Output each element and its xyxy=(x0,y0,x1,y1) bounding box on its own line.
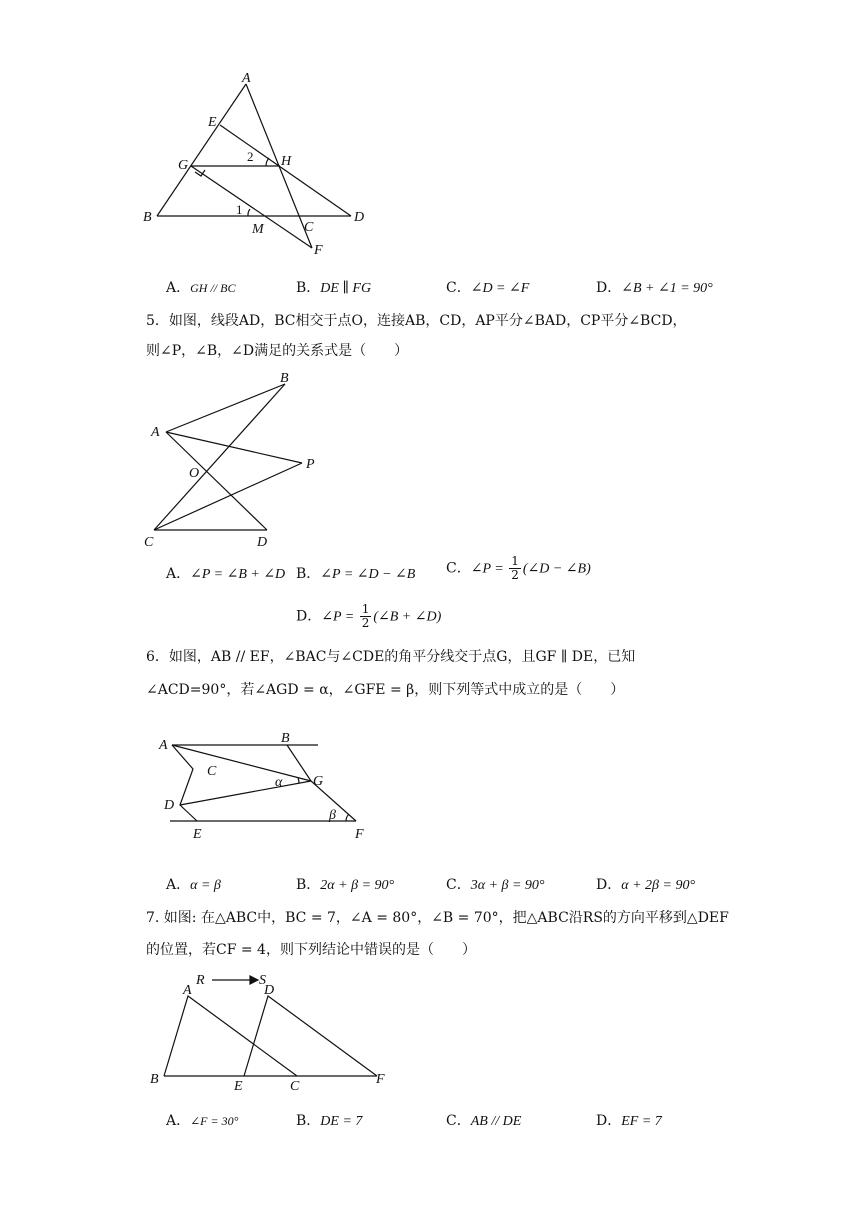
label-A: A xyxy=(159,738,168,753)
q6-option-c[interactable]: C．3α + β = 90° xyxy=(446,877,545,893)
label-D: D xyxy=(264,983,275,998)
q6-stem-line2: ∠ACD=90°，若∠AGD = α，∠GFE = β，则下列等式中成立的是（ ） xyxy=(146,682,625,698)
angle-beta-arc xyxy=(346,814,349,821)
q6-figure xyxy=(150,725,390,850)
polyline-ACDE xyxy=(172,745,197,821)
q7-figure xyxy=(140,966,400,1090)
label-A: A xyxy=(242,71,251,86)
angle-alpha-arc xyxy=(298,778,299,783)
label-F: F xyxy=(314,243,323,258)
label-E: E xyxy=(234,1079,243,1090)
q6-option-a[interactable]: A．α = β xyxy=(166,877,221,893)
q6-option-b[interactable]: B．2α + β = 90° xyxy=(296,877,395,893)
label-A: A xyxy=(183,983,192,998)
angle-2-arc xyxy=(266,158,269,166)
label-angle-1: 1 xyxy=(236,202,243,217)
angle-1-arc xyxy=(248,209,250,216)
line-AP xyxy=(166,432,302,463)
label-E: E xyxy=(208,115,217,130)
label-C: C xyxy=(304,220,314,235)
q5-stem-line1: 5．如图，线段AD，BC相交于点O，连接AB，CD，AP平分∠BAD，CP平分∠BCD， xyxy=(146,313,687,329)
q5-option-b[interactable]: B．∠P = ∠D − ∠B xyxy=(296,566,416,582)
q7-option-c[interactable]: C．AB // DE xyxy=(446,1113,522,1129)
q5-option-a[interactable]: A．∠P = ∠B + ∠D xyxy=(166,566,286,582)
label-D: D xyxy=(354,210,365,225)
fraction-half: $\frac{1}{2}$ xyxy=(361,602,370,630)
q7-option-b[interactable]: B．DE = 7 xyxy=(296,1113,363,1129)
label-C: C xyxy=(207,764,217,779)
label-H: H xyxy=(281,154,292,169)
q6-option-d[interactable]: D．α + 2β = 90° xyxy=(596,877,696,893)
fraction-half: $\frac{1}{2}$ xyxy=(511,554,519,582)
label-G: G xyxy=(313,774,324,789)
label-E: E xyxy=(193,827,202,842)
label-F: F xyxy=(355,827,364,842)
q4-option-a[interactable]: A．GH // BC xyxy=(166,280,236,296)
label-C: C xyxy=(144,535,154,550)
q4-option-c[interactable]: C．∠D = ∠F xyxy=(446,280,530,296)
triangle-ABC xyxy=(164,996,297,1076)
label-P: P xyxy=(306,457,315,472)
label-S: S xyxy=(259,973,266,988)
line-BC xyxy=(154,384,285,530)
label-G: G xyxy=(178,158,189,173)
triangle-DEF xyxy=(244,996,377,1076)
line-DG xyxy=(180,781,311,805)
q5-figure xyxy=(140,366,340,552)
label-O: O xyxy=(189,466,200,481)
q7-option-d[interactable]: D．EF = 7 xyxy=(596,1113,662,1129)
label-F: F xyxy=(376,1072,385,1087)
label-alpha: α xyxy=(275,775,283,790)
q5-option-d[interactable]: D．∠P = $\frac{1}{2}$ (∠B + ∠D) xyxy=(296,602,442,630)
line-AB xyxy=(166,384,285,432)
line-CP xyxy=(154,463,302,530)
arrow-head-icon xyxy=(250,976,258,984)
q7-stem-line1: 7. 如图: 在△ABC中，BC = 7，∠A = 80°，∠B = 70°，把△ABC沿RS的方向平移到△DEF xyxy=(146,910,729,926)
label-B: B xyxy=(143,210,152,225)
q4-option-b[interactable]: B．DE ∥ FG xyxy=(296,280,372,296)
q5-stem-line2: 则∠P，∠B，∠D满足的关系式是（ ） xyxy=(146,343,409,359)
q6-stem-line1: 6．如图，AB // EF，∠BAC与∠CDE的角平分线交于点G，且GF ∥ DE，已知 xyxy=(146,649,636,665)
q7-stem-line2: 的位置，若CF = 4，则下列结论中错误的是（ ） xyxy=(146,942,476,958)
q4-option-d[interactable]: D．∠B + ∠1 = 90° xyxy=(596,280,713,296)
q5-option-c[interactable]: C．∠P = $\frac{1}{2}$ (∠D − ∠B) xyxy=(446,554,591,582)
label-R: R xyxy=(196,973,205,988)
q4-figure xyxy=(130,70,400,260)
line-AD xyxy=(166,432,267,530)
label-A: A xyxy=(151,425,160,440)
q7-option-a[interactable]: A．∠F = 30° xyxy=(166,1113,239,1129)
label-beta: β xyxy=(329,808,336,823)
label-C: C xyxy=(290,1079,300,1090)
label-D: D xyxy=(164,798,175,813)
label-angle-2: 2 xyxy=(247,149,254,164)
line-AB xyxy=(157,84,246,216)
label-D: D xyxy=(257,535,268,550)
label-B: B xyxy=(281,731,290,746)
label-B: B xyxy=(280,371,289,386)
label-M: M xyxy=(252,222,264,237)
label-B: B xyxy=(150,1072,159,1087)
